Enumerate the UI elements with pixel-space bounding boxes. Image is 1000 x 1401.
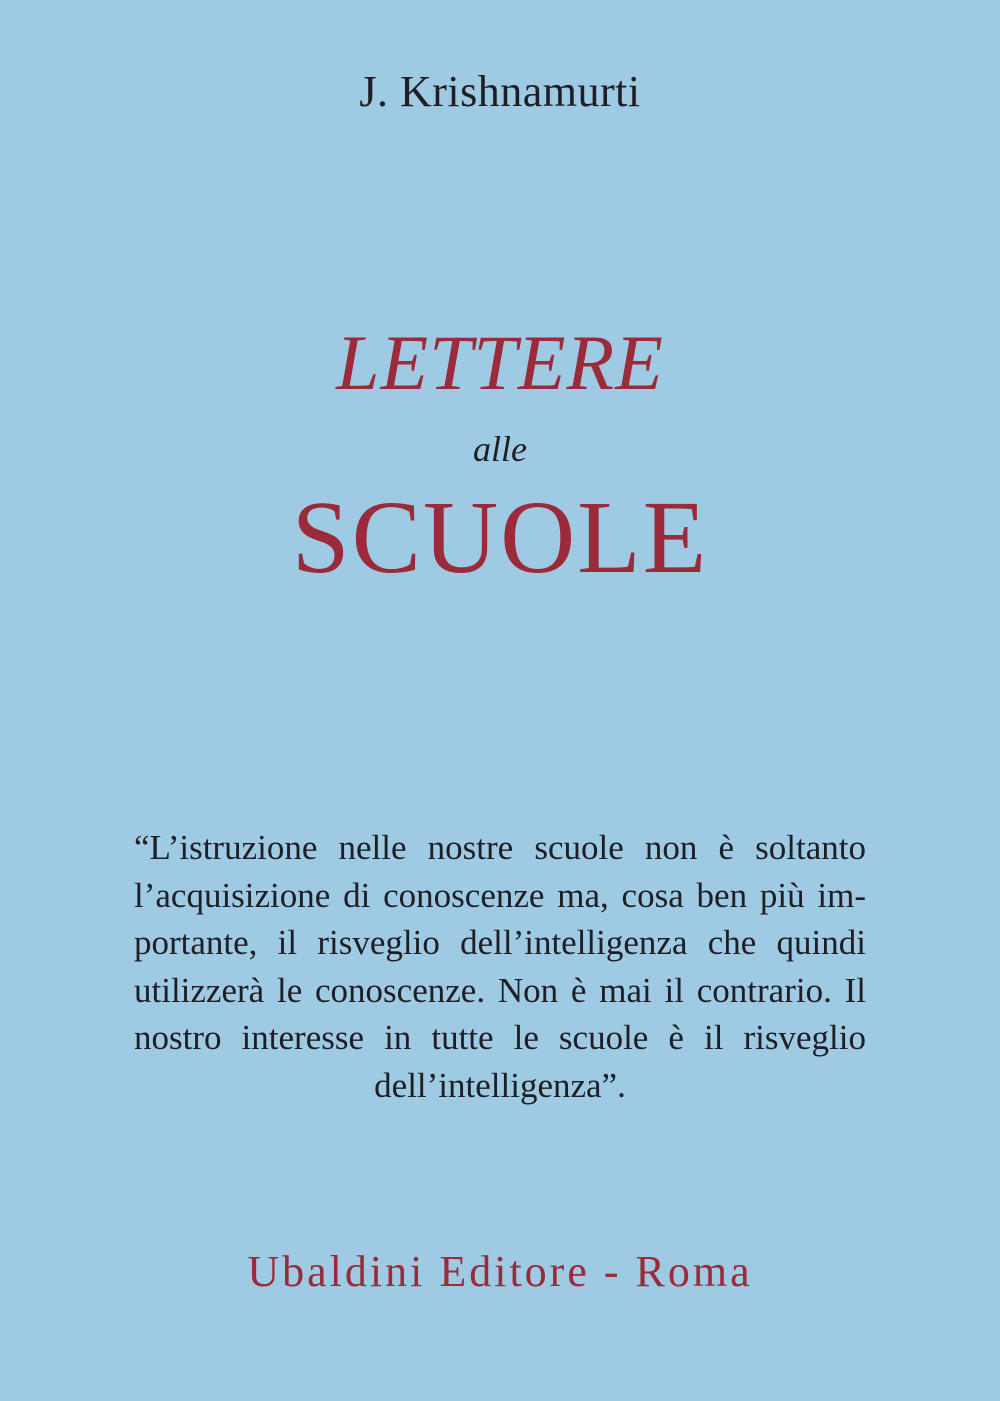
quote-line: portante, il risveglio dell’intelligenza che quindi (134, 923, 866, 962)
cover-quote (134, 824, 866, 1109)
title-scuole: SCUOLE (291, 480, 709, 595)
quote-line: utilizzerà le conoscenze. Non è mai il contrario. Il (134, 970, 866, 1010)
quote-line: l’acquisizione di conoscenze ma, cosa ben più im- (134, 875, 866, 915)
author-name: J. Krishnamurti (359, 67, 641, 116)
quote-line: “L’istruzione nelle nostre scuole non è soltanto (134, 828, 866, 867)
quote-line: dell’intelligenza”. (374, 1065, 626, 1105)
title-alle: alle (473, 429, 527, 469)
quote-line: nostro interesse in tutte le scuole è il risveglio (134, 1018, 866, 1057)
publisher-imprint: Ubaldini Editore - Roma (247, 1247, 753, 1296)
title-lettere: LETTERE (336, 319, 664, 406)
